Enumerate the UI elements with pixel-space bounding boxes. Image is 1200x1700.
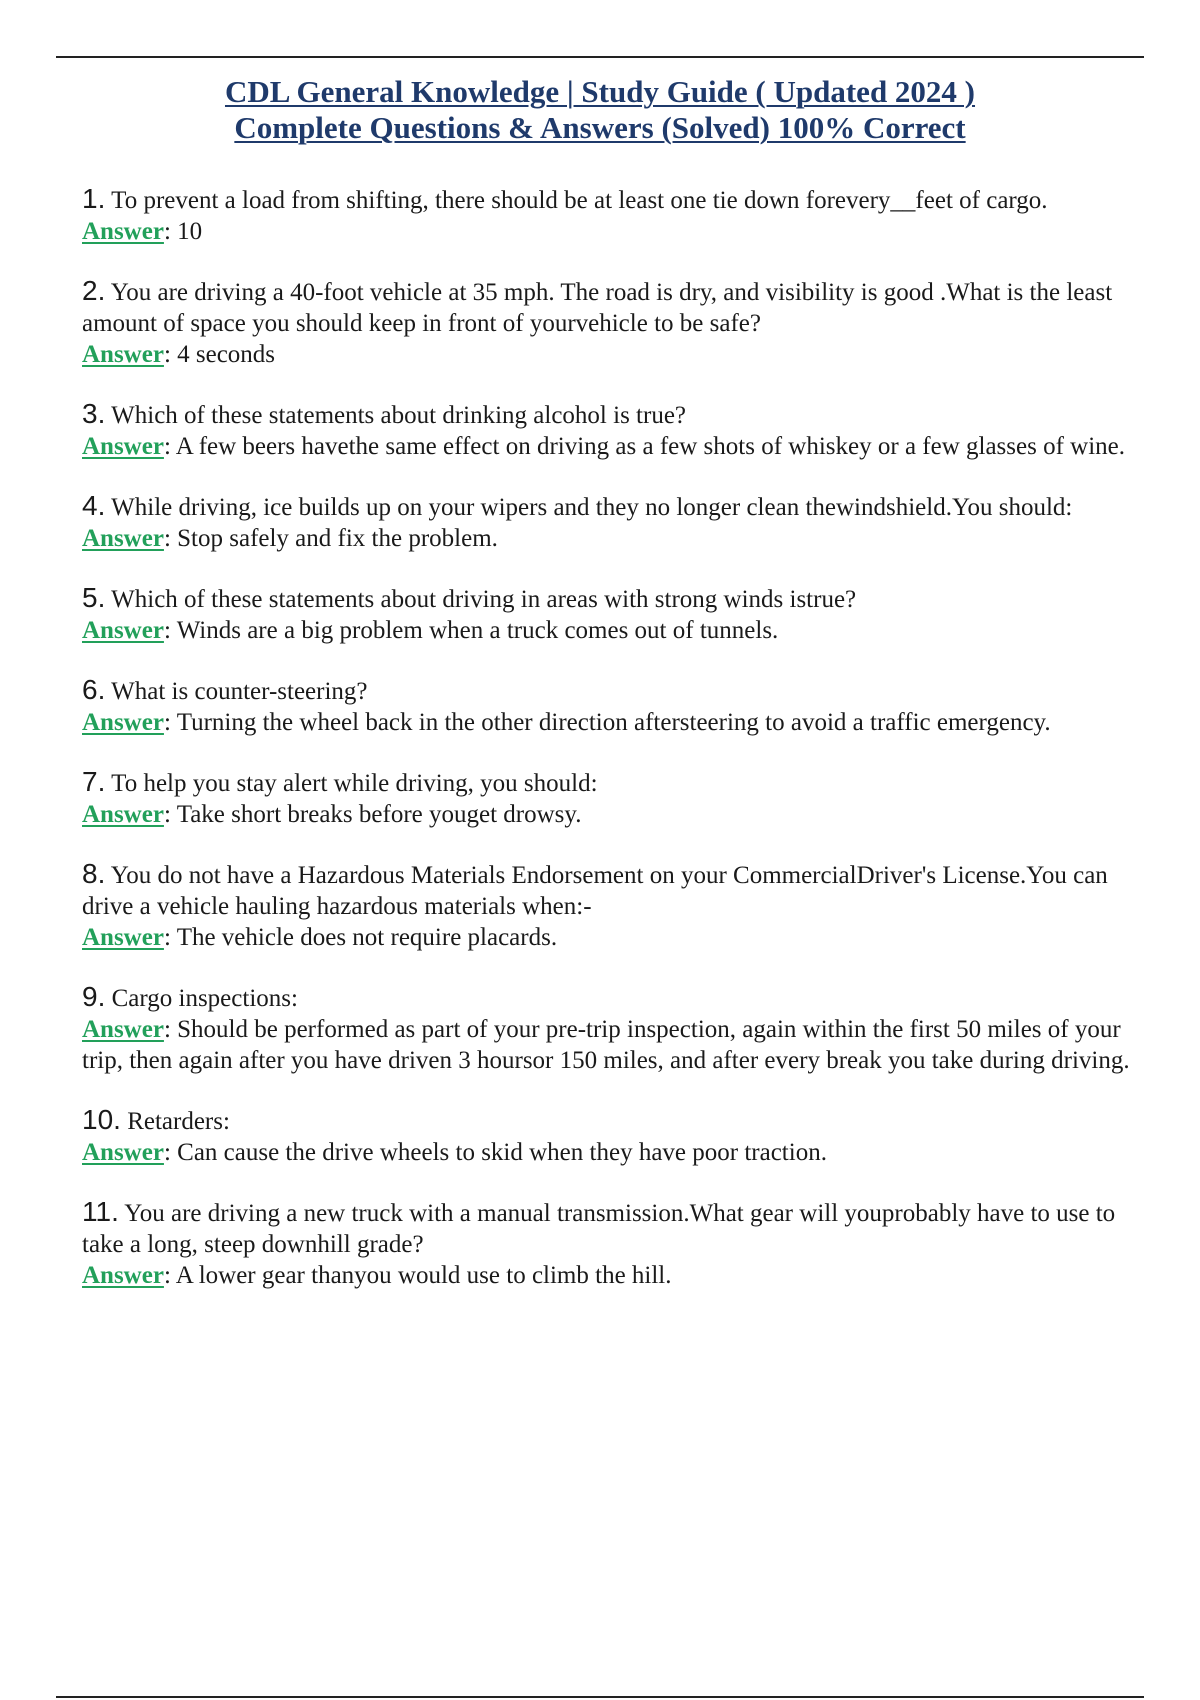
question-text: While driving, ice builds up on your wipers and they no longer clean thewindshield.You should: [111, 494, 1073, 521]
answer-line: Answer: The vehicle does not require placards. [82, 924, 558, 951]
document-subtitle: Complete Questions & Answers (Solved) 100% Correct [234, 110, 966, 145]
qa-item [82, 858, 1148, 953]
question-list [82, 183, 1148, 1319]
answer-label: Answer [82, 924, 164, 951]
answer-line: Answer: A few beers havethe same effect on driving as a few shots of whiskey or a few glasses of wine. [82, 433, 1126, 460]
question-text: Which of these statements about driving in areas with strong winds istrue? [111, 586, 857, 613]
answer-label: Answer [82, 1139, 164, 1166]
question-text-line [82, 490, 1148, 523]
qa-item [82, 490, 1148, 554]
question-number: 3. [82, 398, 106, 429]
answer-text: Can cause the drive wheels to skid when they have poor traction. [177, 1139, 827, 1166]
qa-item [82, 275, 1148, 370]
question-text-line [82, 1104, 1148, 1137]
answer-line: Answer: Turning the wheel back in the other direction aftersteering to avoid a traffic emergency. [82, 709, 1051, 736]
question-number: 9. [82, 981, 106, 1012]
answer-label: Answer [82, 525, 164, 552]
question-text: To prevent a load from shifting, there should be at least one tie down forevery__feet of cargo. [111, 187, 1048, 214]
question-number: 4. [82, 490, 106, 521]
answer-text: Take short breaks before youget drowsy. [176, 801, 582, 828]
answer-text: 4 seconds [177, 341, 276, 368]
answer-line: Answer: 4 seconds [82, 341, 276, 368]
question-text: What is counter-steering? [111, 678, 368, 705]
answer-line: Answer: A lower gear thanyou would use to climb the hill. [82, 1262, 672, 1289]
qa-item [82, 1104, 1148, 1168]
answer-text: 10 [177, 218, 203, 245]
question-text-line [82, 398, 1148, 431]
answer-text: The vehicle does not require placards. [176, 924, 558, 951]
question-text-line [82, 766, 1148, 799]
qa-item [82, 183, 1148, 247]
question-number: 10. [82, 1104, 121, 1135]
qa-item [82, 582, 1148, 646]
question-number: 1. [82, 183, 106, 214]
question-text: You are driving a 40-foot vehicle at 35 mph. The road is dry, and visibility is good .What is the least amount of space you should keep in front of yourvehicle to be safe? [82, 279, 1113, 337]
question-number: 11. [82, 1196, 119, 1227]
qa-item [82, 981, 1148, 1076]
qa-item [82, 674, 1148, 738]
answer-line: Answer: Stop safely and fix the problem. [82, 525, 498, 552]
question-text-line [82, 674, 1148, 707]
answer-line: Answer: Should be performed as part of your pre-trip inspection, again within the first 50 miles of your trip, then again after you have driven 3 hoursor 150 miles, and after every break you take during driving. [82, 1016, 1130, 1074]
answer-text: A lower gear thanyou would use to climb the hill. [175, 1262, 672, 1289]
answer-label: Answer [82, 801, 164, 828]
top-rule [56, 56, 1144, 58]
question-text-line [82, 981, 1148, 1014]
question-text-line [82, 183, 1148, 216]
answer-line: Answer: Winds are a big problem when a truck comes out of tunnels. [82, 617, 779, 644]
question-number: 7. [82, 766, 106, 797]
qa-item [82, 766, 1148, 830]
answer-text: Should be performed as part of your pre-trip inspection, again within the first 50 miles of your trip, then again after you have driven 3 hoursor 150 miles, and after every break you take during driving. [82, 1016, 1130, 1074]
question-text: You are driving a new truck with a manual transmission.What gear will youprobably have to use to take a long, steep downhill grade? [82, 1200, 1116, 1258]
question-text: You do not have a Hazardous Materials Endorsement on your CommercialDriver's License.You can drive a vehicle hauling hazardous materials when:- [82, 862, 1108, 920]
answer-label: Answer [82, 709, 164, 736]
question-text-line [82, 858, 1148, 922]
question-text-line [82, 275, 1148, 339]
qa-item [82, 1196, 1148, 1291]
answer-text: A few beers havethe same effect on driving as a few shots of whiskey or a few glasses of wine. [175, 433, 1126, 460]
question-number: 6. [82, 674, 106, 705]
qa-item [82, 398, 1148, 462]
answer-line: Answer: Take short breaks before youget drowsy. [82, 801, 582, 828]
answer-text: Stop safely and fix the problem. [177, 525, 498, 552]
answer-label: Answer [82, 1262, 164, 1289]
question-text: Which of these statements about drinking alcohol is true? [111, 402, 687, 429]
answer-line: Answer: 10 [82, 218, 203, 245]
answer-line: Answer: Can cause the drive wheels to skid when they have poor traction. [82, 1139, 827, 1166]
question-text: To help you stay alert while driving, you should: [111, 770, 598, 797]
question-number: 8. [82, 858, 106, 889]
answer-label: Answer [82, 341, 164, 368]
document-title: CDL General Knowledge | Study Guide ( Updated 2024 ) [224, 74, 976, 109]
question-number: 5. [82, 582, 106, 613]
answer-label: Answer [82, 1016, 164, 1043]
bottom-rule [56, 1696, 1144, 1698]
answer-label: Answer [82, 433, 164, 460]
question-text: Retarders: [127, 1108, 230, 1135]
question-text-line [82, 1196, 1148, 1260]
document-header [56, 74, 1144, 146]
answer-text: Turning the wheel back in the other direction aftersteering to avoid a traffic emergency. [176, 709, 1051, 736]
answer-label: Answer [82, 218, 164, 245]
question-number: 2. [82, 275, 106, 306]
question-text: Cargo inspections: [111, 985, 298, 1012]
answer-label: Answer [82, 617, 164, 644]
question-text-line [82, 582, 1148, 615]
answer-text: Winds are a big problem when a truck comes out of tunnels. [176, 617, 779, 644]
